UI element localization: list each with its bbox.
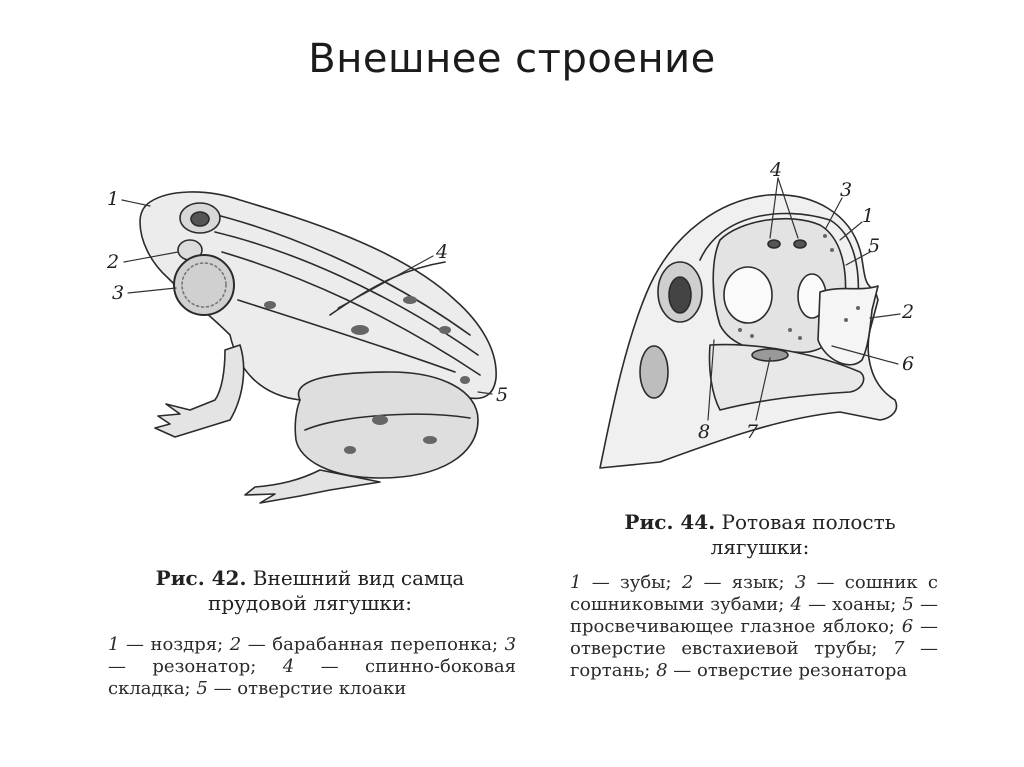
hind-leg (295, 372, 478, 478)
mouth-label-7: 7 (746, 421, 759, 443)
legend-42-item-3: 3 — резонатор; (108, 634, 517, 677)
caption-44-text: Ротовая полость лягушки: (710, 510, 896, 559)
caption-42-number: Рис. 42. (155, 566, 247, 590)
mouth-label-2: 2 (902, 301, 915, 323)
caption-44-number: Рис. 44. (624, 510, 716, 534)
legend-42-item-1: 1 — ноздря; (108, 634, 224, 655)
mouth-label-1: 1 (862, 205, 875, 227)
caption-42-title (120, 566, 500, 616)
mouth-label-8: 8 (698, 421, 711, 443)
frog-label-2: 2 (107, 251, 120, 273)
legend-44-item-2: 2 — язык; (681, 572, 785, 593)
mouth-label-4: 4 (770, 159, 783, 181)
legend-44-item-3: 3 — сошник с сошниковыми зубами; (570, 572, 938, 615)
legend-42-item-4: 4 — спинно-боковая складка; (108, 656, 516, 699)
slide-title: Внешнее строение (308, 36, 716, 82)
caption-42-text: Внешний вид самца прудовой лягушки: (208, 566, 465, 615)
frog-label-4: 4 (436, 241, 449, 263)
caption-44-legend (570, 572, 938, 682)
legend-44-item-1: 1 — зубы; (570, 572, 672, 593)
legend-44-item-5: 5 — просвечивающее глазное яблоко; (570, 594, 938, 637)
frog-label-3: 3 (112, 282, 125, 304)
legend-42-item-2: 2 — барабанная перепонка; (229, 634, 499, 655)
legend-44-item-6: 6 — отверстие евстахиевой трубы; (570, 616, 938, 659)
mouth-label-3: 3 (840, 179, 853, 201)
mouth-label-6: 6 (902, 353, 915, 375)
caption-44-title (590, 510, 930, 560)
resonator (174, 255, 234, 315)
frog-label-5: 5 (496, 384, 509, 406)
mouth-cavity-illustration (595, 155, 935, 475)
legend-44-item-7: 7 — гортань; (570, 638, 938, 681)
legend-42-item-5: 5 — отверстие клоаки (196, 678, 407, 699)
legend-44-item-8: 8 — отверстие резонатора (656, 660, 908, 681)
frog-illustration (95, 175, 525, 505)
legend-44-item-4: 4 — хоаны; (790, 594, 897, 615)
caption-42-legend (108, 634, 516, 700)
mouth-label-5: 5 (868, 235, 881, 257)
frog-label-1: 1 (107, 188, 120, 210)
eyeball-left (724, 267, 772, 323)
